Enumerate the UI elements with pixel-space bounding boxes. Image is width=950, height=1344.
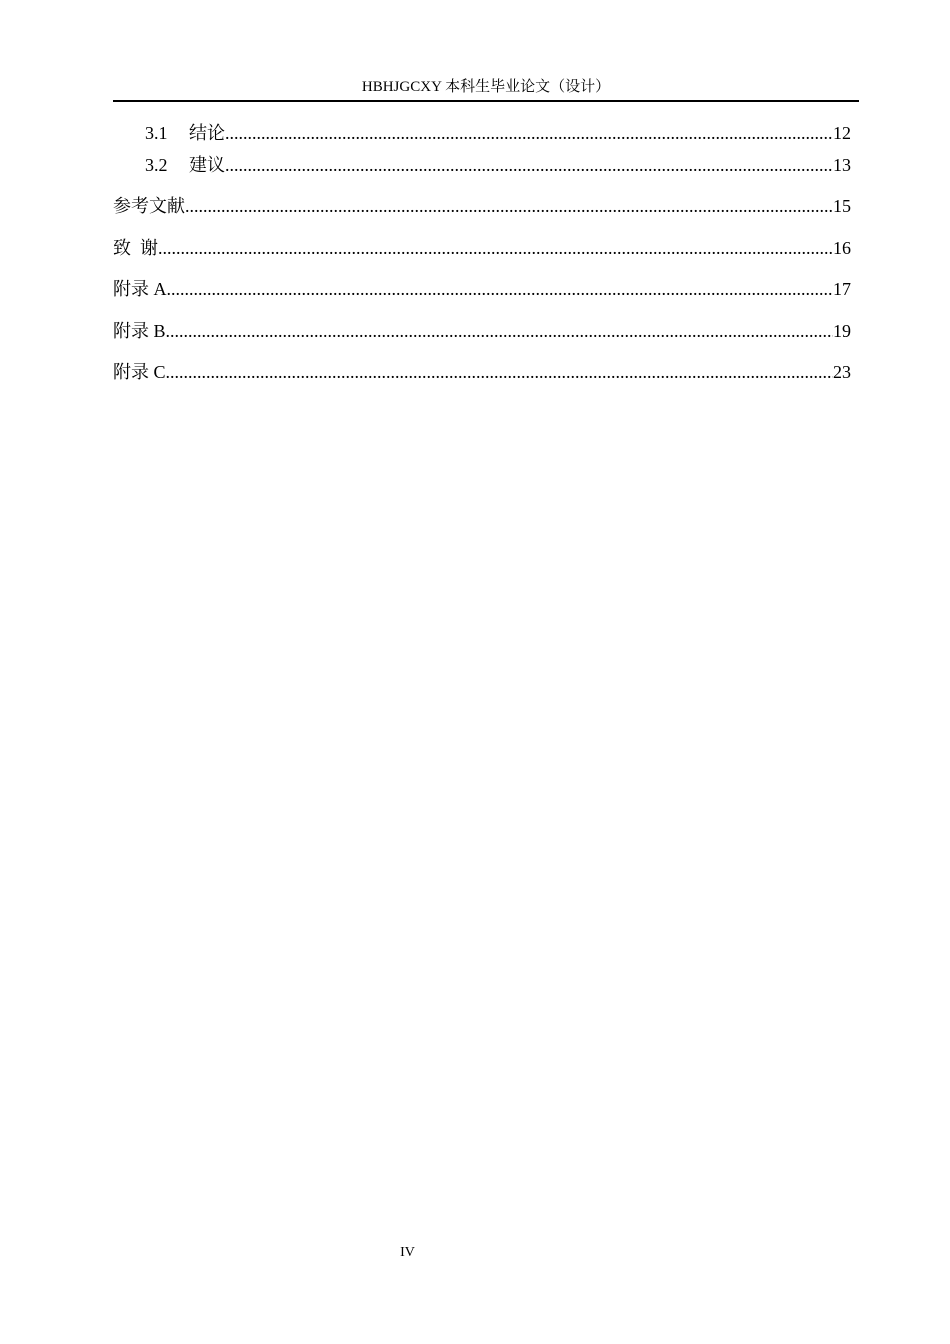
toc-entry-3-1[interactable] [145, 121, 851, 145]
toc-entry-number: 3.1 [145, 123, 168, 143]
toc-entry-page: 17 [833, 279, 851, 299]
page-header [113, 76, 859, 102]
footer-page-number: IV [400, 1245, 415, 1260]
toc-dot-leader [185, 194, 833, 218]
toc-entry-page: 19 [833, 321, 851, 341]
toc-dot-leader [166, 319, 833, 343]
toc-entry-appendix-c[interactable] [113, 360, 851, 384]
toc-entry-page: 12 [833, 123, 851, 143]
toc-dot-leader [158, 236, 833, 260]
header-title: HBHJGCXY 本科生毕业论文（设计） [361, 79, 611, 95]
toc-entry-appendix-b[interactable] [113, 319, 851, 343]
toc-entry-page: 13 [833, 155, 851, 175]
toc-entry-title: 建议 [189, 155, 225, 175]
toc-entry-title: 附录 A [113, 279, 167, 299]
toc-entry-acknowledgements[interactable] [113, 236, 851, 260]
toc-entry-title: 附录 C [113, 362, 166, 382]
toc-dot-leader [225, 121, 833, 145]
toc-entry-page: 23 [833, 362, 851, 382]
toc-entry-page: 15 [833, 196, 851, 216]
toc-entry-title: 参考文献 [113, 196, 185, 216]
toc-dot-leader [225, 153, 833, 177]
toc-dot-leader [167, 277, 834, 301]
toc-entry-appendix-a[interactable] [113, 277, 851, 301]
page-footer [0, 1244, 815, 1262]
toc-entry-page: 16 [833, 238, 851, 258]
toc-entry-title: 附录 B [113, 321, 166, 341]
toc-entry-title: 致 谢 [113, 238, 158, 258]
toc-entry-number: 3.2 [145, 155, 168, 175]
toc-entry-3-2[interactable] [145, 153, 851, 177]
toc-entry-title: 结论 [189, 123, 225, 143]
toc-entry-references[interactable] [113, 194, 851, 218]
toc-dot-leader [166, 360, 833, 384]
